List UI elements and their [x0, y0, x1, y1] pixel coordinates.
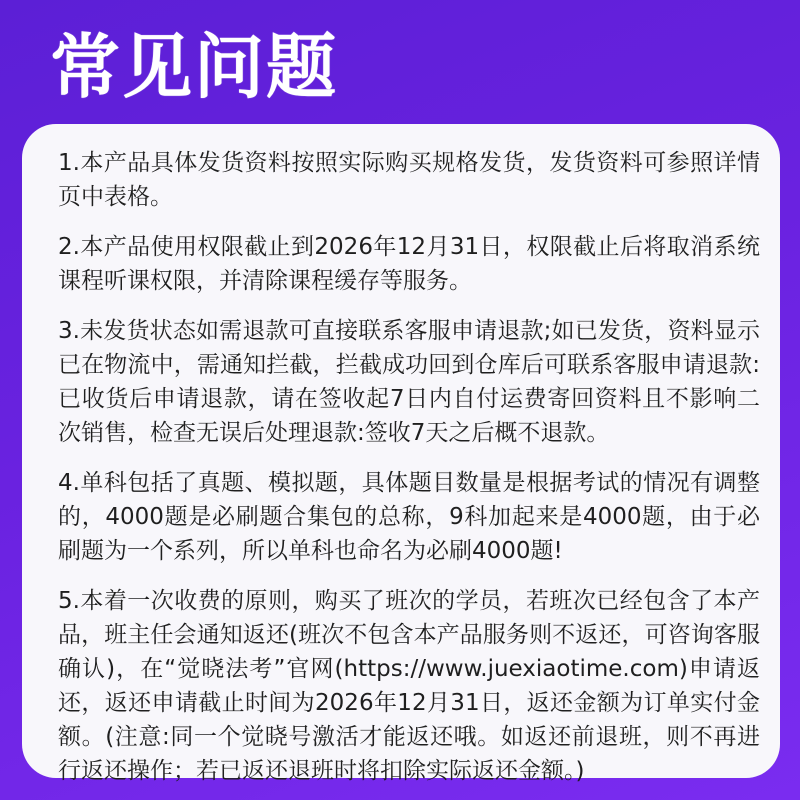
faq-card	[22, 124, 780, 784]
faq-item-3: 3.未发货状态如需退款可直接联系客服申请退款;如已发货，资料显示已在物流中，需通知拦截，拦截成功回到仓库后可联系客服申请退款:已收货后申请退款，请在签收起7日内自付运费寄回资料且不影响二次销售，检查无误后处理退款:签收7天之后概不退款。	[58, 318, 760, 446]
faq-item-2: 2.本产品使用权限截止到2026年12月31日，权限截止后将取消系统课程听课权限，并清除课程缓存等服务。	[58, 234, 760, 294]
page-title: 常见问题	[50, 26, 338, 108]
faq-item-1: 1.本产品具体发货资料按照实际购买规格发货，发货资料可参照详情页中表格。	[58, 150, 760, 210]
faq-item-5: 5.本着一次收费的原则，购买了班次的学员，若班次已经包含了本产品，班主任会通知返还(班次不包含本产品服务则不返还，可咨询客服确认)，在“觉晓法考”官网(https://www.juexiaotime.com)申请返还，返还申请截止时间为2026年12月31日，返还金额为订单实付金额。(注意:同一个觉晓号激活才能返还哦。如返还前退班，则不再进行返还操作；若已返还退班时将扣除实际返还金额。)	[58, 588, 760, 784]
faq-item-4: 4.单科包括了真题、模拟题，具体题目数量是根据考试的情况有调整的，4000题是必刷题合集包的总称，9科加起来是4000题，由于必刷题为一个系列，所以单科也命名为必刷4000题!	[58, 470, 760, 564]
